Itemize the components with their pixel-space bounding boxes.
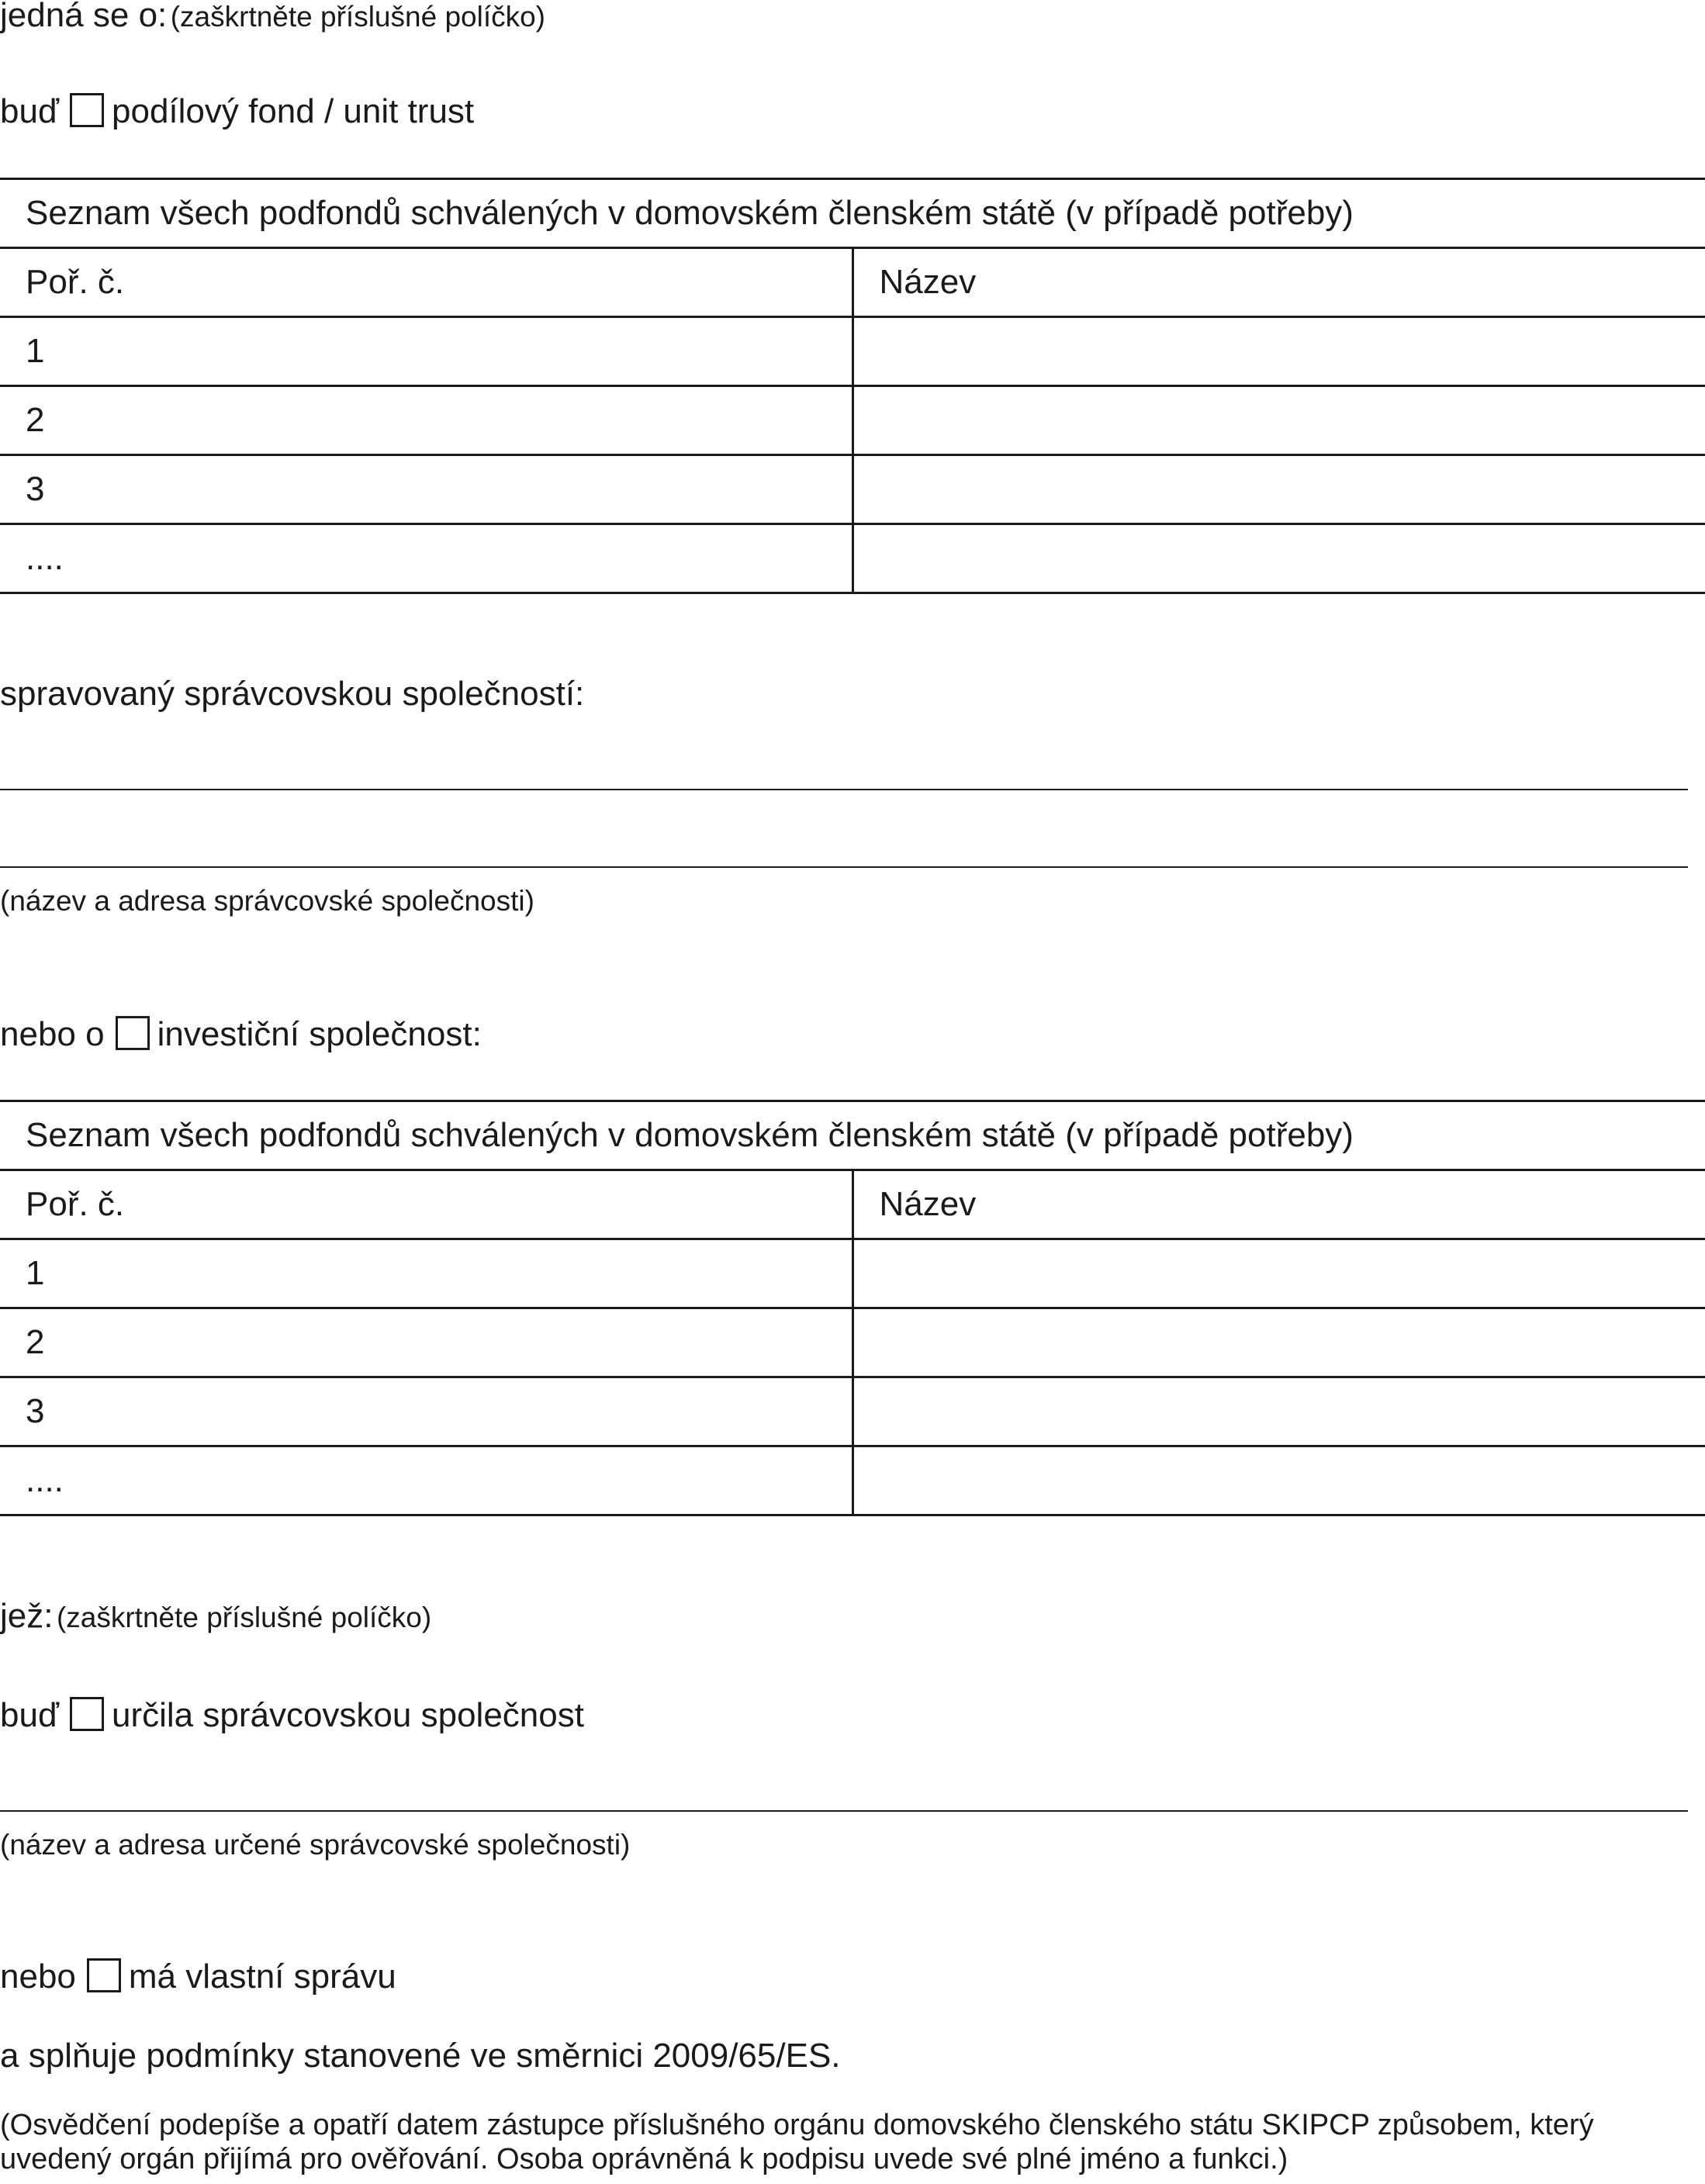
row-number: 1 bbox=[0, 317, 852, 386]
designated-company-checkbox[interactable] bbox=[70, 1697, 104, 1731]
col-header-name: Název bbox=[852, 248, 1705, 317]
row-name-cell[interactable] bbox=[852, 455, 1705, 524]
investment-company-label: investiční společnost: bbox=[157, 1015, 482, 1053]
row-name-cell[interactable] bbox=[852, 317, 1705, 386]
row-name-cell[interactable] bbox=[852, 1308, 1705, 1377]
subfund-table-1 bbox=[0, 178, 1705, 594]
row-number: 2 bbox=[0, 386, 852, 455]
unit-trust-option bbox=[0, 92, 474, 132]
management-company-line-2[interactable] bbox=[0, 866, 1688, 868]
table-title: Seznam všech podfondů schválených v domovském členském státě (v případě potřeby) bbox=[0, 1101, 1705, 1170]
option-prefix: buď bbox=[0, 1696, 59, 1734]
row-number: .... bbox=[0, 1446, 852, 1515]
which-hint: (zaškrtněte příslušné políčko) bbox=[56, 1602, 432, 1633]
investment-company-option bbox=[0, 1014, 482, 1055]
row-name-cell[interactable] bbox=[852, 386, 1705, 455]
investment-company-checkbox[interactable] bbox=[116, 1016, 150, 1050]
row-number: 1 bbox=[0, 1239, 852, 1308]
intro-line bbox=[0, 0, 545, 36]
footer-note: (Osvědčení podepíše a opatří datem zástupce příslušného orgánu domovského členského státu SKIPCP způsobem, který uvedený orgán přijímá pro ověřování. Osoba oprávněná k podpisu uvede své plné jméno a funkci.) bbox=[0, 2109, 1594, 2175]
intro-label: jedná se o: bbox=[0, 0, 168, 34]
table-row bbox=[0, 455, 1705, 524]
compliance-statement: a splňuje podmínky stanovené ve směrnici 2009/65/ES. bbox=[0, 2037, 841, 2075]
row-name-cell[interactable] bbox=[852, 1377, 1705, 1446]
row-number: .... bbox=[0, 524, 852, 593]
management-company-line-1[interactable] bbox=[0, 789, 1688, 790]
designated-company-line[interactable] bbox=[0, 1810, 1688, 1812]
row-name-cell[interactable] bbox=[852, 524, 1705, 593]
table-row bbox=[0, 386, 1705, 455]
which-label: jež: bbox=[0, 1597, 54, 1635]
unit-trust-label: podílový fond / unit trust bbox=[112, 92, 475, 130]
table-header-row bbox=[0, 248, 1705, 317]
row-number: 2 bbox=[0, 1308, 852, 1377]
table-row bbox=[0, 317, 1705, 386]
table-title: Seznam všech podfondů schválených v domovském členském státě (v případě potřeby) bbox=[0, 179, 1705, 248]
managed-by-label: spravovaný správcovskou společností: bbox=[0, 675, 585, 713]
self-managed-option bbox=[0, 1957, 396, 1997]
option-prefix: buď bbox=[0, 92, 59, 130]
self-managed-checkbox[interactable] bbox=[87, 1958, 121, 1992]
col-header-number: Poř. č. bbox=[0, 248, 852, 317]
which-line bbox=[0, 1596, 431, 1636]
col-header-name: Název bbox=[852, 1170, 1705, 1239]
table-row bbox=[0, 1446, 1705, 1515]
option-prefix: nebo o bbox=[0, 1015, 105, 1053]
designated-company-hint: (název a adresa určené správcovské společnosti) bbox=[0, 1829, 631, 1861]
unit-trust-checkbox[interactable] bbox=[70, 93, 104, 127]
row-number: 3 bbox=[0, 455, 852, 524]
self-managed-label: má vlastní správu bbox=[128, 1958, 396, 1996]
row-number: 3 bbox=[0, 1377, 852, 1446]
table-row bbox=[0, 1308, 1705, 1377]
management-company-hint: (název a adresa správcovské společnosti) bbox=[0, 885, 534, 917]
designated-company-label: určila správcovskou společnost bbox=[112, 1696, 584, 1734]
row-name-cell[interactable] bbox=[852, 1239, 1705, 1308]
row-name-cell[interactable] bbox=[852, 1446, 1705, 1515]
col-header-number: Poř. č. bbox=[0, 1170, 852, 1239]
option-prefix: nebo bbox=[0, 1958, 76, 1996]
table-row bbox=[0, 524, 1705, 593]
intro-hint: (zaškrtněte příslušné políčko) bbox=[170, 1, 545, 33]
designated-company-option bbox=[0, 1695, 584, 1736]
table-row bbox=[0, 1239, 1705, 1308]
table-header-row bbox=[0, 1170, 1705, 1239]
subfund-table-2 bbox=[0, 1100, 1705, 1516]
table-row bbox=[0, 1377, 1705, 1446]
